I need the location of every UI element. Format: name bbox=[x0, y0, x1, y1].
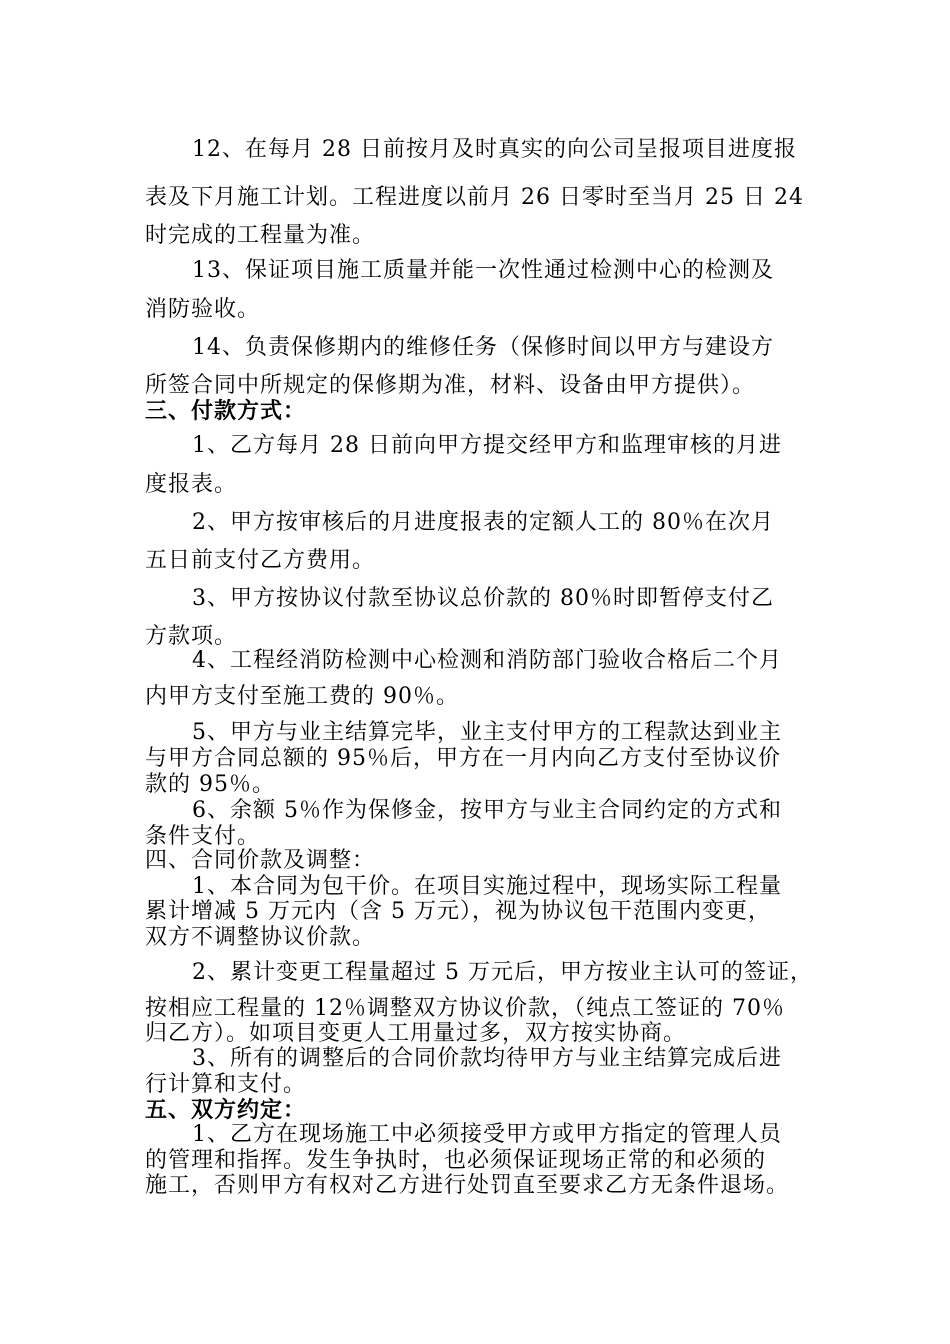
payment-4-line-2: 内甲方支付至施工费的 90％。 bbox=[145, 684, 459, 709]
item-14-line-1: 14、负责保修期内的维修任务（保修时间以甲方与建设方 bbox=[192, 335, 774, 360]
payment-4-line-1: 4、工程经消防检测中心检测和消防部门验收合格后二个月 bbox=[192, 648, 782, 673]
item-12-line-1: 12、在每月 28 日前按月及时真实的向公司呈报项目进度报 bbox=[192, 137, 797, 162]
section-5-heading: 五、双方约定： bbox=[145, 1097, 307, 1123]
payment-5-line-3: 款的 95％。 bbox=[145, 772, 275, 797]
payment-1-line-1: 1、乙方每月 28 日前向甲方提交经甲方和监理审核的月进 bbox=[192, 433, 782, 458]
section-4-heading: 四、合同价款及调整： bbox=[145, 848, 376, 873]
agreement-1-line-2: 的管理和指挥。发生争执时，也必须保证现场正常的和必须的 bbox=[145, 1148, 767, 1173]
payment-5-line-2: 与甲方合同总额的 95％后，甲方在一月内向乙方支付至协议价 bbox=[145, 746, 781, 771]
price-1-line-1: 1、本合同为包干价。在项目实施过程中，现场实际工程量 bbox=[192, 874, 782, 899]
payment-3-line-1: 3、甲方按协议付款至协议总价款的 80％时即暂停支付乙 bbox=[192, 586, 774, 611]
payment-6-line-2: 条件支付。 bbox=[145, 824, 261, 849]
payment-1-line-2: 度报表。 bbox=[145, 472, 238, 497]
item-12-line-2: 表及下月施工计划。工程进度以前月 26 日零时至当月 25 日 24 bbox=[145, 185, 804, 210]
payment-5-line-1: 5、甲方与业主结算完毕，业主支付甲方的工程款达到业主 bbox=[192, 720, 782, 745]
agreement-1-line-1: 1、乙方在现场施工中必须接受甲方或甲方指定的管理人员 bbox=[192, 1122, 782, 1147]
price-3-line-1: 3、所有的调整后的合同价款均待甲方与业主结算完成后进 bbox=[192, 1046, 782, 1071]
item-13-line-2: 消防验收。 bbox=[145, 297, 261, 322]
payment-2-line-1: 2、甲方按审核后的月进度报表的定额人工的 80％在次月 bbox=[192, 510, 774, 535]
payment-6-line-1: 6、余额 5％作为保修金，按甲方与业主合同约定的方式和 bbox=[192, 798, 782, 823]
price-2-line-2: 按相应工程量的 12％调整双方协议价款，（纯点工签证的 70％ bbox=[145, 996, 785, 1021]
item-14-line-2: 所签合同中所规定的保修期为准，材料、设备由甲方提供）。 bbox=[145, 373, 756, 398]
item-12-line-3: 时完成的工程量为准。 bbox=[145, 223, 376, 248]
item-13-line-1: 13、保证项目施工质量并能一次性通过检测中心的检测及 bbox=[192, 258, 774, 283]
price-2-line-3: 归乙方）。如项目变更人工用量过多，双方按实协商。 bbox=[145, 1021, 687, 1046]
payment-2-line-2: 五日前支付乙方费用。 bbox=[145, 548, 376, 573]
payment-3-line-2: 方款项。 bbox=[145, 624, 238, 649]
price-2-line-1: 2、累计变更工程量超过 5 万元后，甲方按业主认可的签证， bbox=[192, 960, 813, 985]
price-1-line-3: 双方不调整协议价款。 bbox=[145, 925, 376, 950]
price-1-line-2: 累计增减 5 万元内（含 5 万元），视为协议包干范围内变更， bbox=[145, 899, 771, 924]
price-3-line-2: 行计算和支付。 bbox=[145, 1072, 307, 1097]
agreement-1-line-3: 施工，否则甲方有权对乙方进行处罚直至要求乙方无条件退场。 bbox=[145, 1173, 790, 1198]
section-3-heading: 三、付款方式： bbox=[145, 398, 307, 424]
